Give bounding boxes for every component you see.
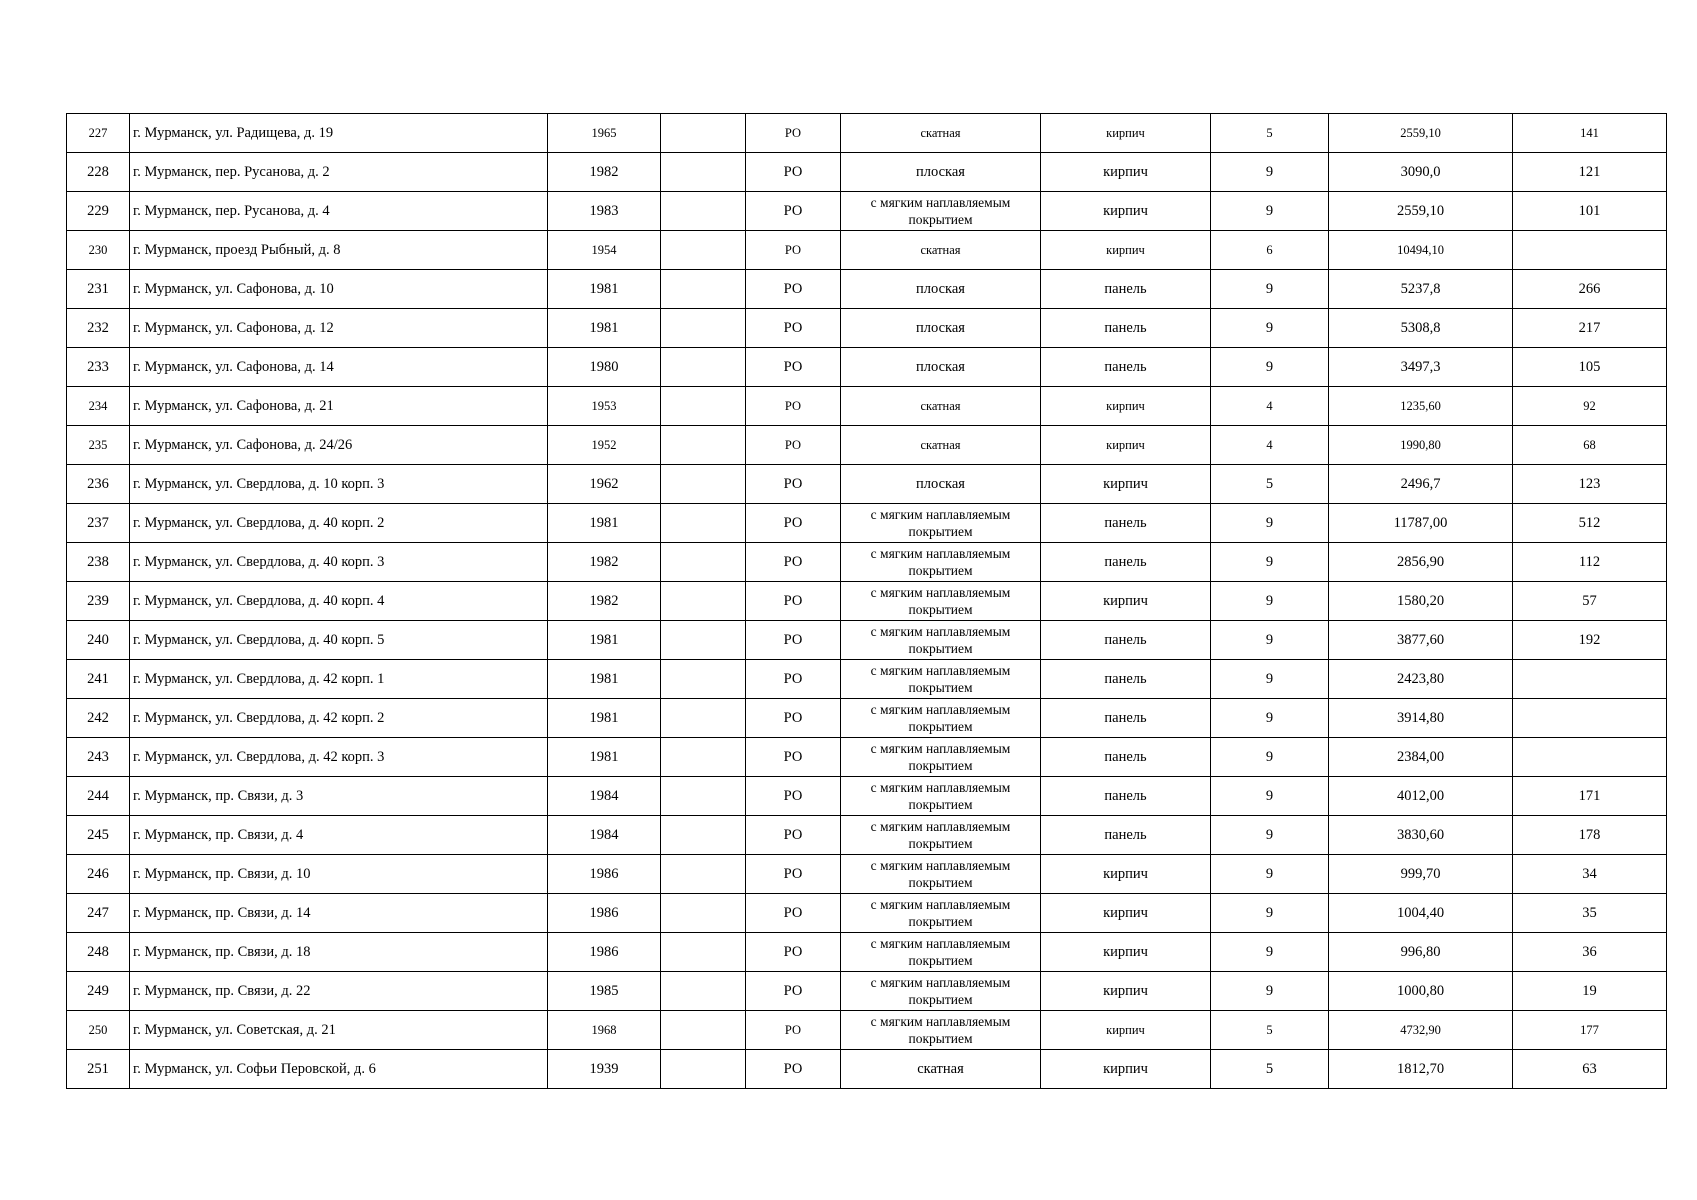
cell-fund-form: РО xyxy=(746,309,841,348)
cell-residents xyxy=(1513,738,1667,777)
cell-residents: 19 xyxy=(1513,972,1667,1011)
cell-residents: 512 xyxy=(1513,504,1667,543)
cell-empty xyxy=(661,855,746,894)
table-row xyxy=(67,543,1667,582)
cell-fund-form: РО xyxy=(746,270,841,309)
cell-year: 1939 xyxy=(548,1050,661,1089)
cell-year: 1986 xyxy=(548,933,661,972)
cell-year: 1984 xyxy=(548,816,661,855)
cell-address: г. Мурманск, пр. Связи, д. 18 xyxy=(130,933,548,972)
cell-roof-type: плоская xyxy=(841,348,1041,387)
cell-empty xyxy=(661,738,746,777)
cell-row-number: 239 xyxy=(67,582,130,621)
cell-year: 1982 xyxy=(548,153,661,192)
cell-area: 1812,70 xyxy=(1329,1050,1513,1089)
cell-address: г. Мурманск, ул. Сафонова, д. 10 xyxy=(130,270,548,309)
cell-year: 1986 xyxy=(548,855,661,894)
cell-roof-type: плоская xyxy=(841,465,1041,504)
cell-roof-type: с мягким наплавляемым покрытием xyxy=(841,621,1041,660)
cell-empty xyxy=(661,114,746,153)
cell-wall-material: кирпич xyxy=(1041,1050,1211,1089)
table-row xyxy=(67,192,1667,231)
cell-roof-type: с мягким наплавляемым покрытием xyxy=(841,660,1041,699)
cell-residents: 101 xyxy=(1513,192,1667,231)
table-row xyxy=(67,894,1667,933)
cell-roof-type: с мягким наплавляемым покрытием xyxy=(841,738,1041,777)
cell-address: г. Мурманск, пр. Связи, д. 14 xyxy=(130,894,548,933)
cell-address: г. Мурманск, ул. Софьи Перовской, д. 6 xyxy=(130,1050,548,1089)
cell-year: 1982 xyxy=(548,582,661,621)
cell-fund-form: РО xyxy=(746,972,841,1011)
cell-area: 1004,40 xyxy=(1329,894,1513,933)
cell-roof-type: скатная xyxy=(841,387,1041,426)
cell-area: 4012,00 xyxy=(1329,777,1513,816)
cell-fund-form: РО xyxy=(746,738,841,777)
cell-row-number: 248 xyxy=(67,933,130,972)
cell-year: 1981 xyxy=(548,270,661,309)
cell-floors: 9 xyxy=(1211,777,1329,816)
cell-address: г. Мурманск, ул. Сафонова, д. 14 xyxy=(130,348,548,387)
cell-fund-form: РО xyxy=(746,114,841,153)
cell-empty xyxy=(661,621,746,660)
cell-roof-type: с мягким наплавляемым покрытием xyxy=(841,1011,1041,1050)
cell-roof-type: с мягким наплавляемым покрытием xyxy=(841,855,1041,894)
cell-row-number: 236 xyxy=(67,465,130,504)
cell-area: 5308,8 xyxy=(1329,309,1513,348)
cell-residents: 266 xyxy=(1513,270,1667,309)
cell-row-number: 245 xyxy=(67,816,130,855)
cell-year: 1984 xyxy=(548,777,661,816)
cell-empty xyxy=(661,777,746,816)
cell-residents: 57 xyxy=(1513,582,1667,621)
cell-empty xyxy=(661,972,746,1011)
cell-fund-form: РО xyxy=(746,231,841,270)
cell-row-number: 229 xyxy=(67,192,130,231)
cell-fund-form: РО xyxy=(746,855,841,894)
cell-year: 1980 xyxy=(548,348,661,387)
cell-fund-form: РО xyxy=(746,621,841,660)
cell-row-number: 240 xyxy=(67,621,130,660)
cell-residents: 36 xyxy=(1513,933,1667,972)
cell-area: 11787,00 xyxy=(1329,504,1513,543)
cell-year: 1986 xyxy=(548,894,661,933)
cell-address: г. Мурманск, ул. Свердлова, д. 42 корп. 3 xyxy=(130,738,548,777)
table-row xyxy=(67,1011,1667,1050)
cell-fund-form: РО xyxy=(746,504,841,543)
cell-residents: 123 xyxy=(1513,465,1667,504)
cell-year: 1968 xyxy=(548,1011,661,1050)
cell-residents: 171 xyxy=(1513,777,1667,816)
table-row xyxy=(67,426,1667,465)
cell-area: 1580,20 xyxy=(1329,582,1513,621)
cell-empty xyxy=(661,504,746,543)
cell-area: 2384,00 xyxy=(1329,738,1513,777)
cell-row-number: 228 xyxy=(67,153,130,192)
table-row xyxy=(67,699,1667,738)
cell-wall-material: кирпич xyxy=(1041,465,1211,504)
cell-roof-type: с мягким наплавляемым покрытием xyxy=(841,582,1041,621)
cell-roof-type: с мягким наплавляемым покрытием xyxy=(841,933,1041,972)
cell-wall-material: кирпич xyxy=(1041,387,1211,426)
cell-floors: 5 xyxy=(1211,114,1329,153)
cell-fund-form: РО xyxy=(746,894,841,933)
cell-empty xyxy=(661,582,746,621)
cell-empty xyxy=(661,153,746,192)
cell-residents: 112 xyxy=(1513,543,1667,582)
cell-floors: 6 xyxy=(1211,231,1329,270)
cell-residents xyxy=(1513,231,1667,270)
cell-row-number: 246 xyxy=(67,855,130,894)
cell-wall-material: кирпич xyxy=(1041,855,1211,894)
cell-wall-material: кирпич xyxy=(1041,972,1211,1011)
cell-empty xyxy=(661,348,746,387)
cell-year: 1985 xyxy=(548,972,661,1011)
cell-address: г. Мурманск, ул. Свердлова, д. 10 корп. 3 xyxy=(130,465,548,504)
cell-area: 3497,3 xyxy=(1329,348,1513,387)
cell-address: г. Мурманск, ул. Свердлова, д. 40 корп. 5 xyxy=(130,621,548,660)
cell-residents: 68 xyxy=(1513,426,1667,465)
cell-address: г. Мурманск, ул. Свердлова, д. 42 корп. 2 xyxy=(130,699,548,738)
cell-area: 2423,80 xyxy=(1329,660,1513,699)
cell-row-number: 241 xyxy=(67,660,130,699)
cell-address: г. Мурманск, ул. Свердлова, д. 40 корп. 3 xyxy=(130,543,548,582)
cell-empty xyxy=(661,699,746,738)
cell-residents: 121 xyxy=(1513,153,1667,192)
cell-residents: 92 xyxy=(1513,387,1667,426)
cell-floors: 9 xyxy=(1211,270,1329,309)
cell-floors: 4 xyxy=(1211,387,1329,426)
cell-fund-form: РО xyxy=(746,699,841,738)
cell-roof-type: с мягким наплавляемым покрытием xyxy=(841,777,1041,816)
cell-fund-form: РО xyxy=(746,1050,841,1089)
cell-wall-material: панель xyxy=(1041,504,1211,543)
cell-empty xyxy=(661,387,746,426)
table-row xyxy=(67,231,1667,270)
cell-area: 3914,80 xyxy=(1329,699,1513,738)
table-row xyxy=(67,270,1667,309)
cell-row-number: 243 xyxy=(67,738,130,777)
cell-empty xyxy=(661,426,746,465)
cell-residents xyxy=(1513,660,1667,699)
cell-area: 2856,90 xyxy=(1329,543,1513,582)
cell-empty xyxy=(661,660,746,699)
cell-empty xyxy=(661,894,746,933)
cell-floors: 9 xyxy=(1211,972,1329,1011)
cell-row-number: 247 xyxy=(67,894,130,933)
table-row xyxy=(67,1050,1667,1089)
cell-wall-material: панель xyxy=(1041,270,1211,309)
cell-fund-form: РО xyxy=(746,660,841,699)
cell-year: 1965 xyxy=(548,114,661,153)
cell-wall-material: кирпич xyxy=(1041,153,1211,192)
cell-row-number: 231 xyxy=(67,270,130,309)
cell-roof-type: с мягким наплавляемым покрытием xyxy=(841,192,1041,231)
cell-row-number: 232 xyxy=(67,309,130,348)
cell-residents xyxy=(1513,699,1667,738)
cell-empty xyxy=(661,1050,746,1089)
cell-address: г. Мурманск, ул. Сафонова, д. 21 xyxy=(130,387,548,426)
cell-roof-type: скатная xyxy=(841,231,1041,270)
cell-year: 1952 xyxy=(548,426,661,465)
cell-area: 2559,10 xyxy=(1329,192,1513,231)
cell-wall-material: панель xyxy=(1041,621,1211,660)
cell-roof-type: с мягким наплавляемым покрытием xyxy=(841,972,1041,1011)
cell-floors: 5 xyxy=(1211,1050,1329,1089)
cell-year: 1981 xyxy=(548,504,661,543)
cell-floors: 9 xyxy=(1211,621,1329,660)
cell-area: 999,70 xyxy=(1329,855,1513,894)
cell-wall-material: кирпич xyxy=(1041,192,1211,231)
cell-area: 996,80 xyxy=(1329,933,1513,972)
cell-roof-type: плоская xyxy=(841,153,1041,192)
cell-floors: 9 xyxy=(1211,348,1329,387)
cell-floors: 9 xyxy=(1211,504,1329,543)
cell-area: 5237,8 xyxy=(1329,270,1513,309)
table-row xyxy=(67,777,1667,816)
cell-row-number: 251 xyxy=(67,1050,130,1089)
table-row xyxy=(67,387,1667,426)
cell-fund-form: РО xyxy=(746,1011,841,1050)
cell-floors: 9 xyxy=(1211,699,1329,738)
cell-fund-form: РО xyxy=(746,426,841,465)
cell-floors: 9 xyxy=(1211,153,1329,192)
cell-year: 1981 xyxy=(548,699,661,738)
cell-residents: 141 xyxy=(1513,114,1667,153)
cell-empty xyxy=(661,816,746,855)
cell-empty xyxy=(661,465,746,504)
cell-residents: 63 xyxy=(1513,1050,1667,1089)
cell-wall-material: кирпич xyxy=(1041,114,1211,153)
cell-wall-material: кирпич xyxy=(1041,933,1211,972)
cell-row-number: 230 xyxy=(67,231,130,270)
cell-address: г. Мурманск, пр. Связи, д. 22 xyxy=(130,972,548,1011)
cell-area: 3090,0 xyxy=(1329,153,1513,192)
cell-address: г. Мурманск, ул. Свердлова, д. 42 корп. 1 xyxy=(130,660,548,699)
cell-wall-material: панель xyxy=(1041,309,1211,348)
cell-year: 1953 xyxy=(548,387,661,426)
cell-area: 2559,10 xyxy=(1329,114,1513,153)
cell-address: г. Мурманск, ул. Сафонова, д. 24/26 xyxy=(130,426,548,465)
cell-area: 3877,60 xyxy=(1329,621,1513,660)
cell-roof-type: плоская xyxy=(841,309,1041,348)
cell-floors: 9 xyxy=(1211,582,1329,621)
cell-wall-material: панель xyxy=(1041,543,1211,582)
cell-address: г. Мурманск, ул. Свердлова, д. 40 корп. 4 xyxy=(130,582,548,621)
cell-floors: 5 xyxy=(1211,465,1329,504)
cell-wall-material: панель xyxy=(1041,777,1211,816)
table-row xyxy=(67,855,1667,894)
cell-residents: 177 xyxy=(1513,1011,1667,1050)
cell-year: 1982 xyxy=(548,543,661,582)
table-row xyxy=(67,309,1667,348)
cell-empty xyxy=(661,309,746,348)
cell-row-number: 237 xyxy=(67,504,130,543)
cell-row-number: 234 xyxy=(67,387,130,426)
cell-floors: 9 xyxy=(1211,543,1329,582)
cell-address: г. Мурманск, ул. Свердлова, д. 40 корп. 2 xyxy=(130,504,548,543)
cell-roof-type: с мягким наплавляемым покрытием xyxy=(841,699,1041,738)
cell-fund-form: РО xyxy=(746,543,841,582)
cell-empty xyxy=(661,231,746,270)
cell-roof-type: с мягким наплавляемым покрытием xyxy=(841,543,1041,582)
cell-year: 1983 xyxy=(548,192,661,231)
cell-fund-form: РО xyxy=(746,816,841,855)
cell-address: г. Мурманск, ул. Сафонова, д. 12 xyxy=(130,309,548,348)
cell-area: 1235,60 xyxy=(1329,387,1513,426)
cell-address: г. Мурманск, пр. Связи, д. 4 xyxy=(130,816,548,855)
cell-area: 10494,10 xyxy=(1329,231,1513,270)
cell-wall-material: кирпич xyxy=(1041,894,1211,933)
cell-fund-form: РО xyxy=(746,777,841,816)
cell-roof-type: скатная xyxy=(841,1050,1041,1089)
table-row xyxy=(67,933,1667,972)
cell-wall-material: панель xyxy=(1041,660,1211,699)
cell-year: 1981 xyxy=(548,621,661,660)
table-row xyxy=(67,348,1667,387)
cell-wall-material: панель xyxy=(1041,699,1211,738)
table-row xyxy=(67,660,1667,699)
cell-floors: 4 xyxy=(1211,426,1329,465)
cell-wall-material: кирпич xyxy=(1041,231,1211,270)
cell-area: 2496,7 xyxy=(1329,465,1513,504)
cell-row-number: 238 xyxy=(67,543,130,582)
cell-wall-material: панель xyxy=(1041,348,1211,387)
cell-address: г. Мурманск, ул. Радищева, д. 19 xyxy=(130,114,548,153)
cell-roof-type: скатная xyxy=(841,426,1041,465)
housing-registry-table xyxy=(66,113,1667,1089)
table-row xyxy=(67,621,1667,660)
cell-floors: 9 xyxy=(1211,855,1329,894)
cell-wall-material: кирпич xyxy=(1041,1011,1211,1050)
table-row xyxy=(67,153,1667,192)
cell-year: 1981 xyxy=(548,309,661,348)
cell-empty xyxy=(661,543,746,582)
cell-row-number: 242 xyxy=(67,699,130,738)
cell-address: г. Мурманск, пер. Русанова, д. 2 xyxy=(130,153,548,192)
cell-fund-form: РО xyxy=(746,933,841,972)
cell-area: 1990,80 xyxy=(1329,426,1513,465)
cell-fund-form: РО xyxy=(746,582,841,621)
cell-row-number: 227 xyxy=(67,114,130,153)
cell-row-number: 244 xyxy=(67,777,130,816)
cell-fund-form: РО xyxy=(746,192,841,231)
cell-residents: 217 xyxy=(1513,309,1667,348)
cell-floors: 9 xyxy=(1211,192,1329,231)
cell-residents: 105 xyxy=(1513,348,1667,387)
cell-fund-form: РО xyxy=(746,153,841,192)
cell-row-number: 233 xyxy=(67,348,130,387)
cell-fund-form: РО xyxy=(746,387,841,426)
cell-floors: 9 xyxy=(1211,816,1329,855)
cell-row-number: 250 xyxy=(67,1011,130,1050)
cell-wall-material: панель xyxy=(1041,816,1211,855)
cell-area: 3830,60 xyxy=(1329,816,1513,855)
cell-row-number: 235 xyxy=(67,426,130,465)
table-row xyxy=(67,504,1667,543)
cell-year: 1981 xyxy=(548,738,661,777)
cell-floors: 9 xyxy=(1211,660,1329,699)
cell-fund-form: РО xyxy=(746,348,841,387)
cell-roof-type: скатная xyxy=(841,114,1041,153)
table-row xyxy=(67,465,1667,504)
cell-wall-material: кирпич xyxy=(1041,426,1211,465)
cell-year: 1962 xyxy=(548,465,661,504)
cell-roof-type: с мягким наплавляемым покрытием xyxy=(841,504,1041,543)
cell-residents: 34 xyxy=(1513,855,1667,894)
cell-year: 1954 xyxy=(548,231,661,270)
table-row xyxy=(67,972,1667,1011)
cell-year: 1981 xyxy=(548,660,661,699)
cell-address: г. Мурманск, пр. Связи, д. 10 xyxy=(130,855,548,894)
cell-row-number: 249 xyxy=(67,972,130,1011)
table-row xyxy=(67,114,1667,153)
cell-wall-material: кирпич xyxy=(1041,582,1211,621)
cell-empty xyxy=(661,1011,746,1050)
cell-roof-type: с мягким наплавляемым покрытием xyxy=(841,894,1041,933)
cell-fund-form: РО xyxy=(746,465,841,504)
cell-empty xyxy=(661,270,746,309)
cell-area: 4732,90 xyxy=(1329,1011,1513,1050)
cell-address: г. Мурманск, ул. Советская, д. 21 xyxy=(130,1011,548,1050)
cell-empty xyxy=(661,933,746,972)
table-row xyxy=(67,816,1667,855)
cell-address: г. Мурманск, пер. Русанова, д. 4 xyxy=(130,192,548,231)
cell-address: г. Мурманск, пр. Связи, д. 3 xyxy=(130,777,548,816)
cell-area: 1000,80 xyxy=(1329,972,1513,1011)
registry-body xyxy=(67,114,1667,1089)
cell-roof-type: с мягким наплавляемым покрытием xyxy=(841,816,1041,855)
cell-residents: 178 xyxy=(1513,816,1667,855)
cell-address: г. Мурманск, проезд Рыбный, д. 8 xyxy=(130,231,548,270)
cell-residents: 192 xyxy=(1513,621,1667,660)
cell-roof-type: плоская xyxy=(841,270,1041,309)
cell-floors: 9 xyxy=(1211,894,1329,933)
table-row xyxy=(67,582,1667,621)
table-row xyxy=(67,738,1667,777)
cell-floors: 5 xyxy=(1211,1011,1329,1050)
cell-empty xyxy=(661,192,746,231)
cell-wall-material: панель xyxy=(1041,738,1211,777)
cell-floors: 9 xyxy=(1211,738,1329,777)
cell-floors: 9 xyxy=(1211,309,1329,348)
cell-floors: 9 xyxy=(1211,933,1329,972)
cell-residents: 35 xyxy=(1513,894,1667,933)
